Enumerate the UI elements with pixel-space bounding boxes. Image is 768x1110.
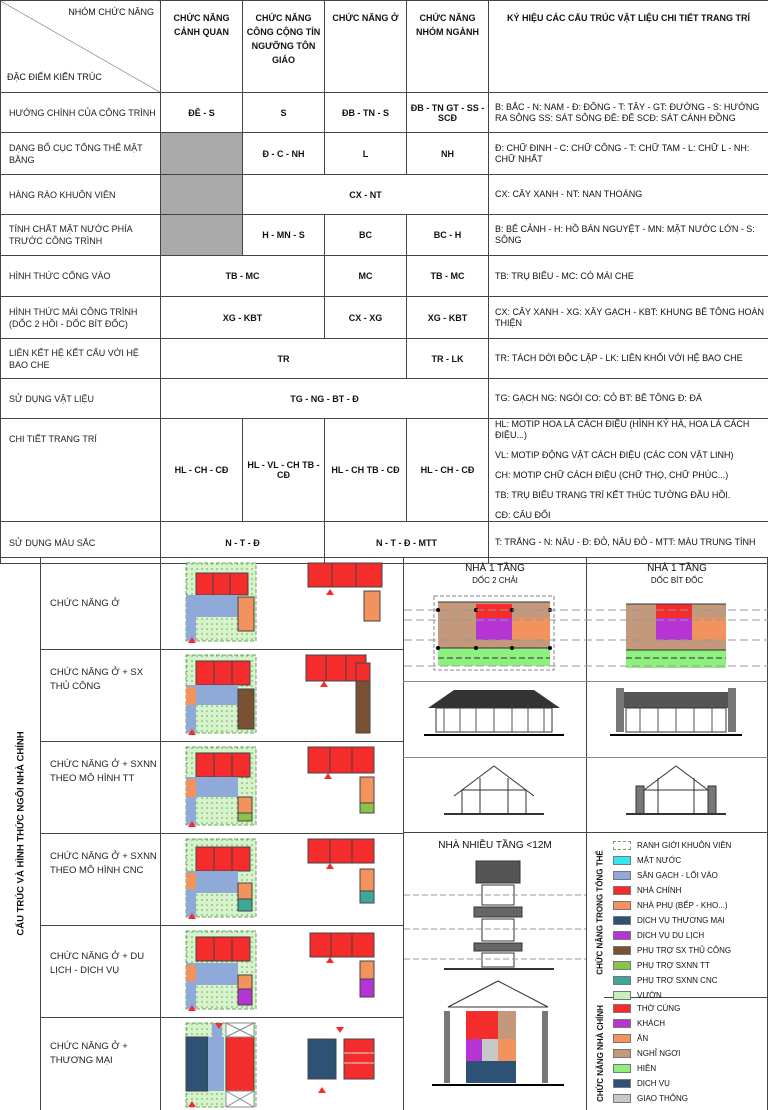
legend-line: CĐ: CÂU ĐỐI bbox=[495, 510, 551, 520]
house1-sub: DỐC 2 CHẢI bbox=[472, 576, 518, 585]
plan-commerce bbox=[186, 1023, 256, 1107]
legend-item bbox=[613, 884, 681, 897]
legend-swatch bbox=[613, 1094, 631, 1103]
cell: NH bbox=[407, 133, 489, 175]
function-row-label: CHỨC NĂNG Ở + THƯƠNG MẠI bbox=[50, 1041, 128, 1066]
legend-item bbox=[613, 974, 718, 987]
legend-label: THỜ CÚNG bbox=[637, 1004, 681, 1013]
legend-swatch bbox=[613, 961, 631, 970]
cell: CX - XG bbox=[325, 297, 407, 339]
legend-swatch bbox=[613, 976, 631, 985]
legend-label: MẶT NƯỚC bbox=[637, 856, 682, 865]
legend-label: RANH GIỚI KHUÔN VIÊN bbox=[637, 841, 732, 850]
row-label: HÌNH THỨC CỔNG VÀO bbox=[1, 256, 161, 297]
cell: TG - NG - BT - Đ bbox=[161, 379, 489, 419]
legend-swatch bbox=[613, 841, 631, 850]
legend-cell: TB: TRỤ BIỂU - MC: CÓ MÁI CHE bbox=[489, 256, 768, 297]
section-gable bbox=[444, 766, 544, 814]
cell: BC - H bbox=[407, 215, 489, 256]
cell: HL - VL - CH TB - CĐ bbox=[243, 419, 325, 522]
legend-swatch bbox=[613, 1004, 631, 1013]
house1-title bbox=[404, 563, 586, 587]
legend-group2-title bbox=[588, 998, 612, 1108]
group-label: NHÓM CHỨC NĂNG bbox=[68, 7, 154, 17]
legend-item bbox=[613, 914, 725, 927]
legend-swatch bbox=[613, 871, 631, 880]
plan-residential bbox=[186, 563, 256, 643]
legend-group2-text: CHỨC NĂNG NHÀ CHÍNH bbox=[595, 1004, 605, 1102]
legend-swatch bbox=[613, 1079, 631, 1088]
legend-item bbox=[613, 854, 681, 867]
legend-item bbox=[613, 959, 710, 972]
legend-line: HL: MOTIP HOA LÁ CÁCH ĐIỆU (HÌNH KỶ HÀ, HOA LÁ CÁCH ĐIỆU...) bbox=[495, 419, 750, 440]
legend-cell: CX: CÂY XANH - XG: XÂY GẠCH - KBT: KHUNG BÊ TÔNG HOÀN THIỆN bbox=[489, 297, 768, 339]
cell: TB - MC bbox=[161, 256, 325, 297]
cell: XG - KBT bbox=[407, 297, 489, 339]
legend-cell: Đ: CHỮ ĐINH - C: CHỮ CÔNG - T: CHỮ TAM - L: CHỮ L - NH: CHỮ NHẤT bbox=[489, 133, 768, 175]
legend-label: NGHỈ NGƠI bbox=[637, 1049, 681, 1058]
cell: TB - MC bbox=[407, 256, 489, 297]
cell: XG - KBT bbox=[161, 297, 325, 339]
legend-group1-text: CHỨC NĂNG TRONG TỔNG THỂ bbox=[595, 849, 605, 975]
cell: HL - CH - CĐ bbox=[161, 419, 243, 522]
cell: ĐB - TN GT - SS - SCĐ bbox=[407, 93, 489, 133]
col-industry: CHỨC NĂNG NHÓM NGÀNH bbox=[407, 1, 489, 93]
cell: ĐÊ - S bbox=[161, 93, 243, 133]
legend-swatch bbox=[613, 991, 631, 1000]
row-label: DẠNG BỐ CỤC TỔNG THỂ MẶT BẰNG bbox=[1, 133, 161, 175]
legend-item bbox=[613, 1092, 688, 1105]
plan-house bbox=[308, 563, 382, 621]
legend-item bbox=[613, 1002, 680, 1015]
legend-label: VƯỜN bbox=[637, 991, 662, 1000]
house1-title-text: NHÀ 1 TẦNG bbox=[465, 563, 525, 574]
legend-label: SÂN GẠCH - LỐI VÀO bbox=[637, 871, 718, 880]
elevation-gable bbox=[424, 690, 564, 735]
legend-cell: B: BỂ CẢNH - H: HỒ BÁN NGUYỆT - MN: MẶT NƯỚC LỚN - S: SÔNG bbox=[489, 215, 768, 256]
empty-cell bbox=[161, 215, 243, 256]
legend-cell: T: TRẮNG - N: NÂU - Đ: ĐỎ, NÂU ĐỎ - MTT: MÀU TRUNG TÍNH bbox=[489, 522, 768, 564]
row-label: SỬ DỤNG VẬT LIỆU bbox=[1, 379, 161, 419]
plan-house bbox=[308, 839, 374, 903]
legend-item bbox=[613, 899, 728, 912]
house2-sub: DỐC BÍT ĐỐC bbox=[650, 576, 704, 585]
legend-label: DỊCH VỤ DU LỊCH bbox=[637, 931, 705, 940]
legend-label: NHÀ CHÍNH bbox=[637, 886, 682, 895]
function-row-label: CHỨC NĂNG Ở + DU LỊCH - DỊCH VỤ bbox=[50, 951, 145, 976]
function-row-label: CHỨC NĂNG Ở + SXNN THEO MÔ HÌNH CNC bbox=[50, 851, 157, 876]
col-landscape: CHỨC NĂNG CẢNH QUAN bbox=[161, 1, 243, 93]
legend-cell bbox=[489, 419, 768, 522]
legend-swatch bbox=[613, 946, 631, 955]
legend-swatch bbox=[613, 1049, 631, 1058]
function-row-label: CHỨC NĂNG Ở bbox=[50, 598, 120, 609]
col-public: CHỨC NĂNG CÔNG CỘNG TÍN NGƯỠNG TÔN GIÁO bbox=[243, 1, 325, 93]
row-label: SỬ DỤNG MÀU SẮC bbox=[1, 522, 161, 564]
side-title-text: CẤU TRÚC VÀ HÌNH THỨC NGÔI NHÀ CHÍNH bbox=[15, 731, 27, 936]
cell: CX - NT bbox=[243, 175, 489, 215]
legend-cell: B: BẮC - N: NAM - Đ: ĐÔNG - T: TÂY - GT: ĐƯỜNG - S: HƯỚNG RA SÔNG SS: SÁT SÔNG ĐÊ: ĐÊ SCĐ: SÁT CÁNH ĐỒNG bbox=[489, 93, 768, 133]
plan-bitdoc bbox=[626, 604, 726, 668]
row-label: HƯỚNG CHÍNH CỦA CÔNG TRÌNH bbox=[1, 93, 161, 133]
cell: BC bbox=[325, 215, 407, 256]
legend-item bbox=[613, 944, 731, 957]
legend-item bbox=[613, 1047, 680, 1060]
cell: L bbox=[325, 133, 407, 175]
plan-tourism bbox=[186, 931, 256, 1011]
house2-title-text: NHÀ 1 TẦNG bbox=[647, 563, 707, 574]
feature-label: ĐẶC ĐIỂM KIẾN TRÚC bbox=[7, 72, 102, 82]
row-label: CHI TIẾT TRANG TRÍ bbox=[1, 419, 161, 522]
cell: ĐB - TN - S bbox=[325, 93, 407, 133]
section-bitdoc bbox=[626, 766, 726, 814]
plan-handicraft bbox=[186, 655, 256, 735]
multi-section bbox=[432, 981, 564, 1085]
legend-line: VL: MOTIP ĐỘNG VẬT CÁCH ĐIỆU (CÁC CON VẬT LINH) bbox=[495, 450, 734, 460]
legend-swatch bbox=[613, 931, 631, 940]
legend-swatch bbox=[613, 886, 631, 895]
legend-swatch bbox=[613, 1034, 631, 1043]
cell: Đ - C - NH bbox=[243, 133, 325, 175]
cell: HL - CH - CĐ bbox=[407, 419, 489, 522]
legend-label: PHỤ TRỢ SX THỦ CÔNG bbox=[637, 946, 732, 955]
multi-storey-drawings bbox=[404, 855, 586, 1105]
legend-swatch bbox=[613, 901, 631, 910]
legend-cell: TR: TÁCH DỜI ĐỘC LẬP - LK: LIÊN KHỐI VỚI HỆ BAO CHE bbox=[489, 339, 768, 379]
site-plans bbox=[160, 557, 410, 1110]
col-residential: CHỨC NĂNG Ở bbox=[325, 1, 407, 93]
legend-label: HIÊN bbox=[637, 1064, 657, 1073]
plan-house bbox=[310, 933, 374, 997]
legend-swatch bbox=[613, 1019, 631, 1028]
row-label: LIÊN KẾT HỆ KẾT CẤU VỚI HỆ BAO CHE bbox=[1, 339, 161, 379]
row-label: HÀNG RÀO KHUÔN VIÊN bbox=[1, 175, 161, 215]
row-label: TÍNH CHẤT MẶT NƯỚC PHÍA TRƯỚC CÔNG TRÌNH bbox=[1, 215, 161, 256]
legend-item bbox=[613, 1062, 656, 1075]
cell: S bbox=[243, 93, 325, 133]
house2-title bbox=[587, 563, 767, 587]
plan-agri-tt bbox=[186, 747, 256, 827]
legend-item bbox=[613, 989, 662, 1002]
legend-item bbox=[613, 839, 731, 852]
col-legend: KÝ HIỆU CÁC CẤU TRÚC VẬT LIỆU CHI TIẾT TRANG TRÍ bbox=[489, 1, 768, 93]
legend-item bbox=[613, 1032, 648, 1045]
plan-house bbox=[308, 1027, 374, 1093]
cell: N - T - Đ bbox=[161, 522, 325, 564]
legend-label: PHỤ TRỢ SXNN TT bbox=[637, 961, 710, 970]
cell: TR - LK bbox=[407, 339, 489, 379]
legend-cell: TG: GẠCH NG: NGÓI CO: CỎ BT: BÊ TÔNG Đ: ĐÁ bbox=[489, 379, 768, 419]
elevation-bitdoc bbox=[610, 688, 742, 735]
cell: N - T - Đ - MTT bbox=[325, 522, 489, 564]
function-row-label: CHỨC NĂNG Ở + SXNN THEO MÔ HÌNH TT bbox=[50, 759, 157, 784]
legend-group1-title bbox=[588, 832, 612, 992]
cell: TR bbox=[161, 339, 407, 379]
plan-gable bbox=[434, 596, 554, 670]
legend-item bbox=[613, 1017, 665, 1030]
function-row-label: CHỨC NĂNG Ở + SX THỦ CÔNG bbox=[50, 667, 144, 692]
legend-item bbox=[613, 929, 704, 942]
row-label: HÌNH THỨC MÁI CÔNG TRÌNH (DỐC 2 HỒI - DỐC BÍT ĐỐC) bbox=[1, 297, 161, 339]
side-title bbox=[4, 557, 38, 1110]
legend-line: CH: MOTIP CHỮ CÁCH ĐIỆU (CHỮ THỌ, CHỮ PHÚC...) bbox=[495, 470, 729, 480]
plan-house bbox=[306, 655, 370, 733]
multi-elevation bbox=[404, 861, 586, 969]
legend-label: ĂN bbox=[637, 1034, 649, 1043]
legend-swatch bbox=[613, 856, 631, 865]
plan-house bbox=[308, 747, 374, 813]
legend-label: KHÁCH bbox=[637, 1019, 666, 1028]
plan-agri-cnc bbox=[186, 839, 256, 919]
legend-swatch bbox=[613, 916, 631, 925]
legend-label: DỊCH VỤ THƯƠNG MẠI bbox=[637, 916, 725, 925]
multi-title: NHÀ NHIỀU TẦNG <12M bbox=[438, 840, 552, 851]
legend-cell: CX: CÂY XANH - NT: NAN THOÁNG bbox=[489, 175, 768, 215]
legend-label: PHỤ TRỢ SXNN CNC bbox=[637, 976, 718, 985]
cell: HL - CH TB - CĐ bbox=[325, 419, 407, 522]
empty-cell bbox=[161, 175, 243, 215]
header-corner bbox=[1, 1, 161, 93]
legend-line: TB: TRỤ BIỂU TRANG TRÍ KẾT THÚC TƯỜNG ĐẦU HỒI. bbox=[495, 490, 731, 500]
legend-label: GIAO THÔNG bbox=[637, 1094, 688, 1103]
empty-cell bbox=[161, 133, 243, 175]
legend-swatch bbox=[613, 1064, 631, 1073]
legend-item bbox=[613, 1077, 670, 1090]
cell: MC bbox=[325, 256, 407, 297]
cell: H - MN - S bbox=[243, 215, 325, 256]
legend-label: NHÀ PHỤ (BẾP - KHO...) bbox=[637, 901, 728, 910]
legend-label: DỊCH VỤ bbox=[637, 1079, 670, 1088]
house-drawings bbox=[404, 590, 768, 860]
legend-item bbox=[613, 869, 718, 882]
